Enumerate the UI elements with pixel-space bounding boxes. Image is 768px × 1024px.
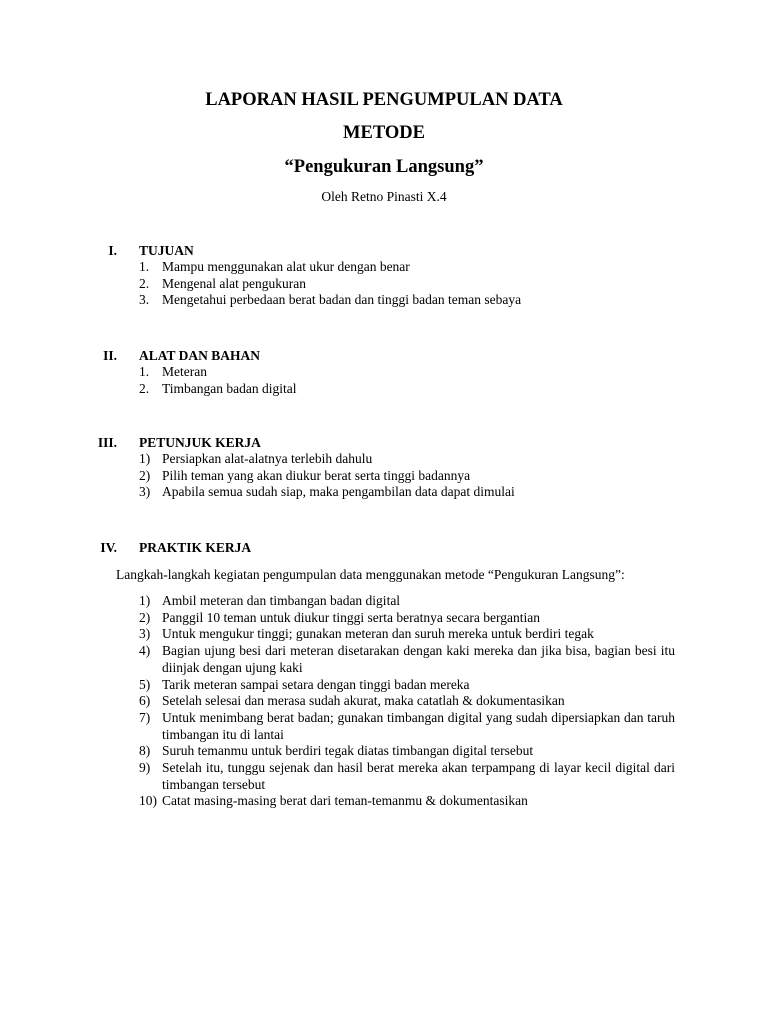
section-tujuan xyxy=(0,242,768,309)
list-item xyxy=(0,760,768,793)
list-item xyxy=(0,381,768,398)
list-item-number: 2) xyxy=(139,467,151,483)
section-heading xyxy=(0,539,768,556)
list-item xyxy=(0,643,768,676)
list-item-number: 9) xyxy=(139,760,151,776)
list-item-text: Catat masing-masing berat dari teman-temanmu & dokumentasikan xyxy=(162,793,528,809)
list-item-text: Apabila semua sudah siap, maka pengambilan data dapat dimulai xyxy=(162,484,515,500)
section-praktik-kerja xyxy=(0,539,768,556)
list-item-number: 4) xyxy=(139,643,151,659)
list-item-number: 3) xyxy=(139,626,151,642)
section-number: III. xyxy=(97,435,117,450)
list-item-text: Untuk mengukur tinggi; gunakan meteran dan suruh mereka untuk berdiri tegak xyxy=(162,626,594,642)
list-item-text: Panggil 10 teman untuk diukur tinggi serta beratnya secara bergantian xyxy=(162,609,541,625)
list-item-number: 3) xyxy=(139,484,151,500)
list-item xyxy=(0,451,768,468)
document-author: Oleh Retno Pinasti X.4 xyxy=(321,189,447,204)
section-number: I. xyxy=(108,243,117,258)
section-list xyxy=(0,593,768,810)
section-heading xyxy=(0,242,768,259)
document-title-line3: “Pengukuran Langsung” xyxy=(284,157,484,177)
list-item-text: Pilih teman yang akan diukur berat serta tinggi badannya xyxy=(162,467,471,483)
list-item xyxy=(0,693,768,710)
list-item-text: Mengetahui perbedaan berat badan dan tinggi badan teman sebaya xyxy=(162,292,522,308)
list-item-text: Setelah selesai dan merasa sudah akurat, maka catatlah & dokumentasikan xyxy=(162,693,565,709)
list-item xyxy=(0,610,768,627)
list-item-text: Setelah itu, tunggu sejenak dan hasil berat mereka akan terpampang di layar kecil digital dari timbangan tersebut xyxy=(162,760,675,792)
section-heading xyxy=(0,434,768,451)
list-item-number: 3. xyxy=(139,292,150,308)
list-item-text: Bagian ujung besi dari meteran disetarakan dengan kaki mereka dan jika bisa, bagian besi itu diinjak dengan ujung kaki xyxy=(162,643,675,675)
section-title: PRAKTIK KERJA xyxy=(139,540,252,555)
list-item xyxy=(0,743,768,760)
section-number: IV. xyxy=(100,540,117,555)
section-number: II. xyxy=(103,348,117,363)
list-item xyxy=(0,364,768,381)
list-item-number: 2. xyxy=(139,380,150,396)
document-title-line2: METODE xyxy=(343,123,425,143)
list-item xyxy=(0,593,768,610)
section-praktik-kerja-steps xyxy=(0,593,768,810)
section-list xyxy=(0,451,768,501)
list-item-number: 6) xyxy=(139,693,151,709)
list-item-text: Untuk menimbang berat badan; gunakan timbangan digital yang sudah dipersiapkan dan taruh timbangan itu di lantai xyxy=(162,709,675,742)
section-petunjuk-kerja xyxy=(0,434,768,501)
list-item xyxy=(0,484,768,501)
list-item-text: Mampu menggunakan alat ukur dengan benar xyxy=(162,259,410,274)
list-item-number: 1. xyxy=(139,364,150,379)
section-alat-dan-bahan xyxy=(0,347,768,397)
section-title: PETUNJUK KERJA xyxy=(139,435,261,450)
list-item xyxy=(0,626,768,643)
list-item-number: 1. xyxy=(139,259,150,274)
list-item xyxy=(0,259,768,276)
section-title: TUJUAN xyxy=(139,243,194,258)
list-item-text: Mengenal alat pengukuran xyxy=(162,275,306,291)
list-item-text: Ambil meteran dan timbangan badan digital xyxy=(162,593,401,608)
list-item-number: 7) xyxy=(139,709,151,725)
list-item xyxy=(0,677,768,694)
section-list xyxy=(0,364,768,397)
list-item-number: 5) xyxy=(139,676,151,692)
list-item-text: Persiapkan alat-alatnya terlebih dahulu xyxy=(162,451,373,466)
list-item-text: Meteran xyxy=(162,364,207,379)
section-title: ALAT DAN BAHAN xyxy=(139,348,261,363)
list-item-number: 8) xyxy=(139,743,151,759)
list-item-number: 2) xyxy=(139,609,151,625)
list-item-number: 1) xyxy=(139,451,151,466)
list-item-text: Tarik meteran sampai setara dengan tinggi badan mereka xyxy=(162,676,470,692)
section-intro-text: Langkah-langkah kegiatan pengumpulan data menggunakan metode “Pengukuran Langsung”: xyxy=(116,567,625,582)
section-list xyxy=(0,259,768,309)
list-item-text: Suruh temanmu untuk berdiri tegak diatas timbangan digital tersebut xyxy=(162,743,534,759)
list-item-number: 10) xyxy=(139,793,157,809)
list-item xyxy=(0,292,768,309)
list-item-number: 2. xyxy=(139,275,150,291)
list-item xyxy=(0,793,768,810)
list-item-number: 1) xyxy=(139,593,151,608)
list-item xyxy=(0,276,768,293)
list-item xyxy=(0,468,768,485)
list-item-text: Timbangan badan digital xyxy=(162,380,297,396)
list-item xyxy=(0,710,768,743)
document-title-line1: LAPORAN HASIL PENGUMPULAN DATA xyxy=(205,90,563,110)
section-heading xyxy=(0,347,768,364)
